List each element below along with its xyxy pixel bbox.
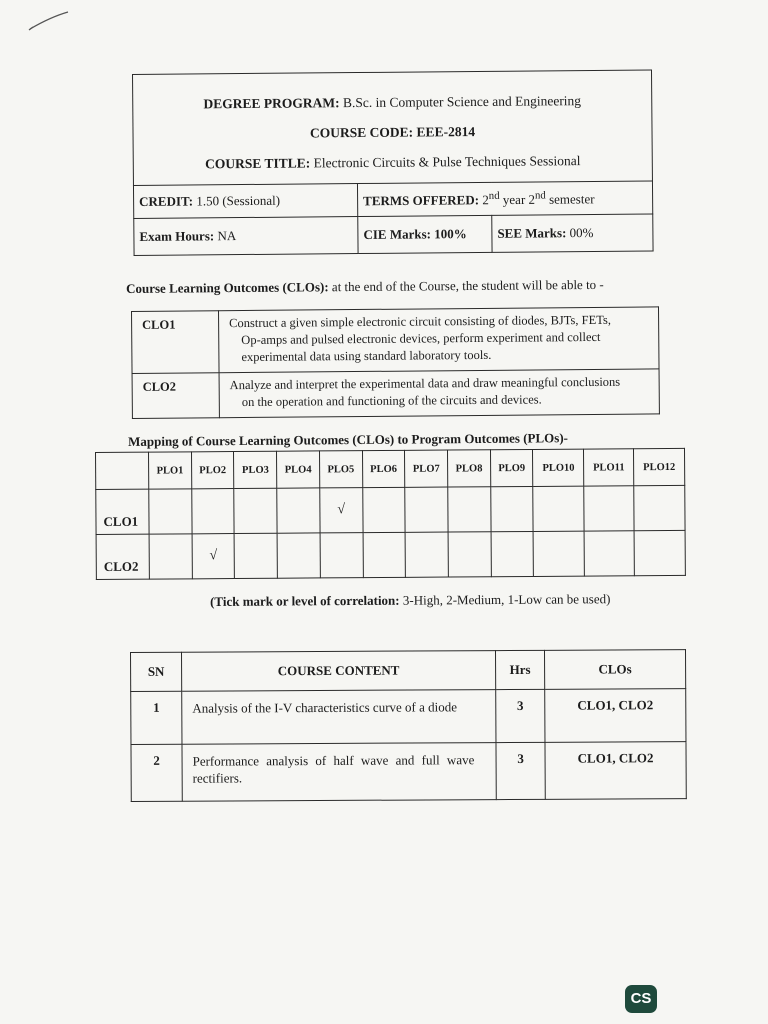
plo-header-row [96,448,685,489]
mapping-cell [277,533,320,578]
content-clos: CLO1, CLO2 [545,742,686,800]
mapping-row-label: CLO2 [96,534,149,579]
mapping-cell [584,531,634,576]
mapping-cell: √ [320,488,363,533]
mapping-cell [584,486,634,531]
mapping-title: Mapping of Course Learning Outcomes (CLOs) to Program Outcomes (PLOs)- [128,430,569,449]
plo-header: PLO12 [634,448,685,485]
course-header-table [132,69,654,256]
clo-table [131,306,660,419]
content-row [131,742,686,802]
course-content-table [130,649,687,802]
mapping-cell [363,532,406,577]
exam-hours-cell: Exam Hours: NA [134,217,358,256]
corner-cell [96,452,149,489]
mapping-cell [491,486,534,531]
pen-stroke-mark [28,10,70,32]
mapping-row-clo2 [96,530,685,579]
clos-header: CLOs [544,650,685,690]
mapping-cell [362,487,405,532]
mapping-cell [320,533,363,578]
mapping-cell [533,486,584,531]
plo-header: PLO9 [490,449,533,486]
mapping-cell [448,487,491,532]
plo-header: PLO5 [319,451,362,488]
course-content-header: COURSE CONTENT [182,651,496,692]
course-title-line: COURSE TITLE: Electronic Circuits & Pulse Techniques Sessional [205,153,581,172]
mapping-cell [405,487,448,532]
mapping-cell [491,531,534,576]
clo-id: CLO2 [132,373,219,419]
degree-program-line: DEGREE PROGRAM: B.Sc. in Computer Science and Engineering [203,93,582,112]
hrs-header: Hrs [495,650,544,689]
mapping-cell [234,488,277,533]
mapping-cell [448,532,491,577]
mapping-cell [534,531,585,576]
terms-offered-cell: TERMS OFFERED: 2nd year 2nd semester [357,181,652,217]
sn-header: SN [131,652,182,691]
content-sn: 2 [131,744,182,801]
mapping-row-label: CLO1 [96,489,149,534]
mapping-cell: √ [192,534,235,579]
mapping-row-clo1 [96,485,685,534]
content-sn: 1 [131,691,182,744]
content-row [131,689,686,745]
content-text: Performance analysis of half wave and full wave rectifiers. [182,743,496,802]
plo-header: PLO8 [448,450,491,487]
clo-id: CLO1 [132,311,220,374]
plo-header: PLO11 [584,449,634,486]
plo-header: PLO1 [149,452,192,489]
course-title-block [133,70,653,186]
see-marks-cell: SEE Marks: 00% [492,214,653,252]
plo-header: PLO3 [234,451,277,488]
clo-row [132,307,660,374]
mapping-cell [405,532,448,577]
tick-mark-note: (Tick mark or level of correlation: 3-High, 2-Medium, 1-Low can be used) [210,591,611,609]
mapping-cell [277,488,320,533]
plo-header: PLO2 [191,452,234,489]
clo-description: Construct a given simple electronic circuit consisting of diodes, BJTs, FETs, Op-amps and pulsed electronic devices, perform experiment and collect experimental data using standard laboratory tools. [219,307,660,373]
plo-header: PLO7 [405,450,448,487]
mapping-cell [634,530,685,575]
clo-row [132,369,659,419]
clo-plo-mapping-table [95,448,686,580]
content-header-row [131,650,686,692]
credit-cell: CREDIT: 1.50 (Sessional) [133,184,357,219]
mapping-cell [634,485,685,530]
mapping-cell [191,489,234,534]
content-hrs: 3 [496,689,545,742]
clo-description: Analyze and interpret the experimental data and draw meaningful conclusions on the operation and functioning of the circuits and devices. [219,369,659,418]
course-code-line: COURSE CODE: EEE-2814 [309,124,476,141]
plo-header: PLO10 [533,449,584,486]
mapping-cell [235,533,278,578]
content-text: Analysis of the I-V characteristics curve of a diode [182,690,496,745]
content-clos: CLO1, CLO2 [545,689,686,743]
cie-marks-cell: CIE Marks: 100% [358,215,492,253]
plo-header: PLO6 [362,450,405,487]
plo-header: PLO4 [277,451,320,488]
content-hrs: 3 [496,742,545,799]
camscanner-logo: CS [625,985,657,1013]
mapping-cell [149,489,192,534]
clo-intro-text: Course Learning Outcomes (CLOs): at the end of the Course, the student will be able to - [126,276,604,296]
mapping-cell [149,534,192,579]
